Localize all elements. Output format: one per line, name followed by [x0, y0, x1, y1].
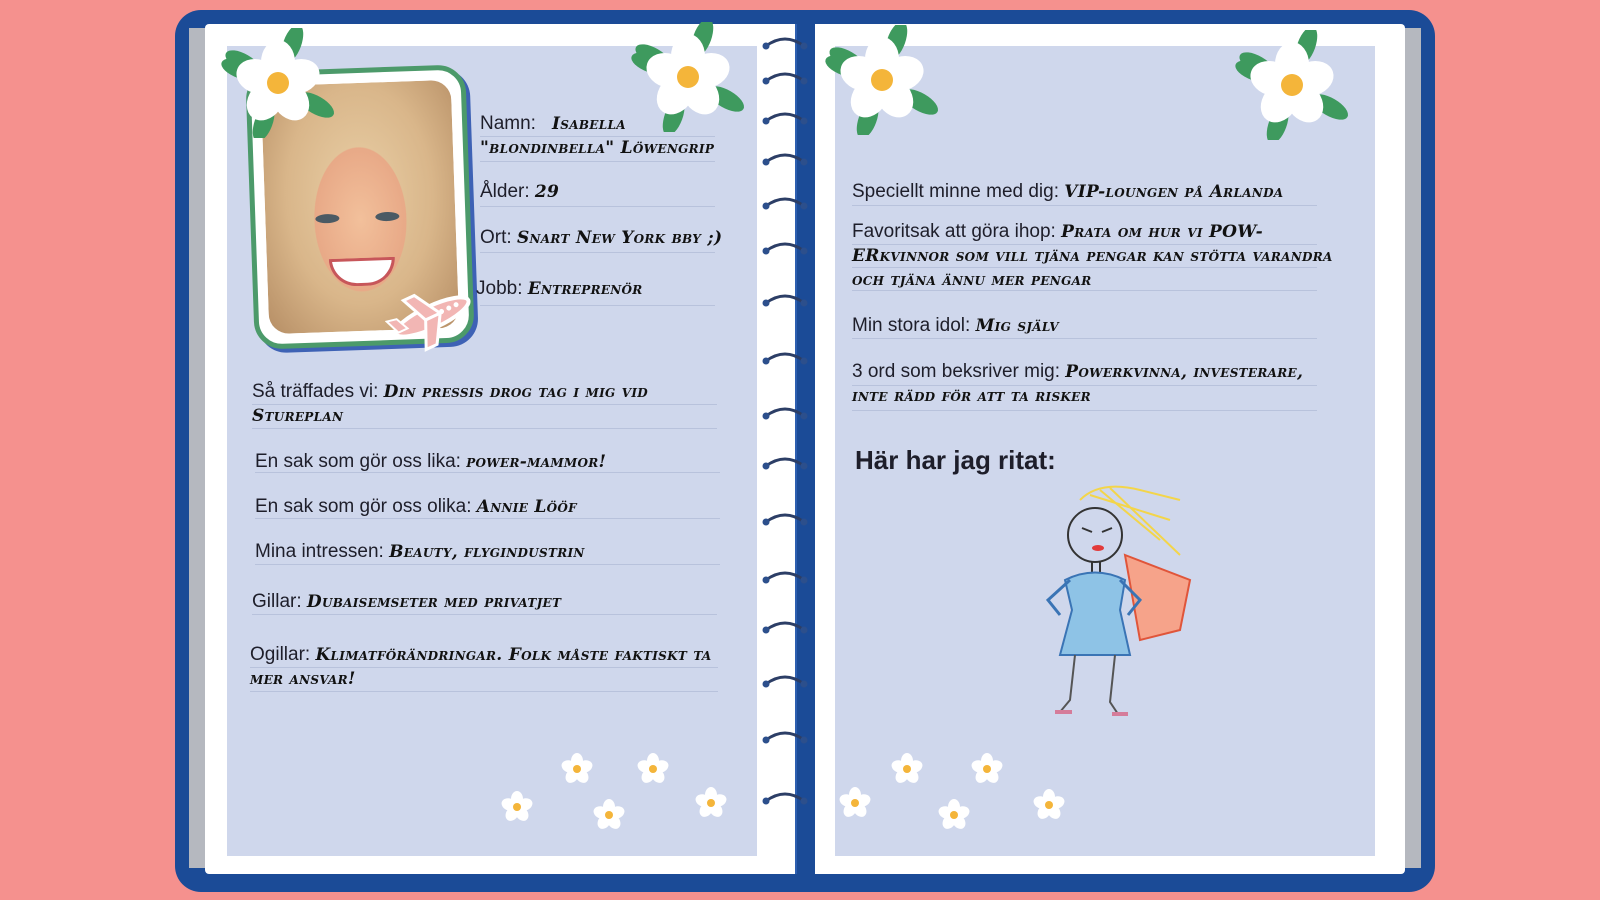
- rule: [852, 338, 1317, 339]
- field-memory-label: Speciellt minne med dig:: [852, 181, 1059, 202]
- field-likes-value: Dubaisemseter med privatjet: [306, 592, 562, 612]
- rule: [852, 205, 1317, 206]
- spiral-ring-icon: [762, 456, 808, 470]
- rule: [255, 518, 720, 519]
- rule: [480, 252, 715, 253]
- field-job-value: Entreprenör: [527, 279, 643, 299]
- spiral-ring-icon: [762, 791, 808, 805]
- spiral-ring-icon: [762, 406, 808, 420]
- flower-icon: [218, 28, 338, 138]
- spiral-ring-icon: [762, 730, 808, 744]
- field-job: [476, 277, 643, 301]
- small-flower-icon: [890, 752, 924, 786]
- small-flower-icon: [592, 798, 626, 832]
- rule: [852, 385, 1317, 386]
- rule: [252, 428, 717, 429]
- rule: [250, 691, 718, 692]
- field-city-label: Ort:: [480, 227, 512, 248]
- small-flower-icon: [970, 752, 1004, 786]
- small-flower-icon: [560, 752, 594, 786]
- field-city: [480, 226, 722, 250]
- field-three-words-label: 3 ord som beksriver mig:: [852, 361, 1061, 382]
- field-three-words: [852, 360, 1322, 408]
- field-alike-label: En sak som gör oss lika:: [255, 451, 461, 472]
- field-dislikes-label: Ogillar:: [250, 644, 311, 665]
- field-different: [255, 495, 577, 519]
- eye-left: [315, 214, 339, 224]
- field-age-value: 29: [534, 182, 560, 202]
- field-how-we-met-value: Din pressis drog tag i mig vid Stureplan: [252, 382, 648, 426]
- field-age: [480, 180, 559, 204]
- field-interests-value: Beauty, flygindustrin: [389, 542, 585, 562]
- field-name-value-text: Isabella "blondinbella" Löwengrip: [480, 114, 715, 158]
- rule: [480, 206, 715, 207]
- rule: [252, 404, 717, 405]
- small-flower-icon: [1032, 788, 1066, 822]
- superhero-drawing: [1030, 480, 1210, 740]
- rule: [255, 472, 720, 473]
- spiral-ring-icon: [762, 512, 808, 526]
- spiral-ring-icon: [762, 351, 808, 365]
- airplane-sticker-icon: [385, 280, 480, 355]
- eye-right: [375, 212, 399, 222]
- field-likes: [252, 590, 561, 614]
- rule: [250, 667, 718, 668]
- field-favorite-value: Prata om hur vi POW-ERkvinnor som vill tjäna pengar kan stötta varandra och tjäna ännu mer pengar: [852, 222, 1333, 290]
- field-memory: [852, 180, 1283, 204]
- field-favorite-label: Favoritsak att göra ihop:: [852, 221, 1056, 242]
- spiral-ring-icon: [762, 111, 808, 125]
- small-flower-icon: [937, 798, 971, 832]
- spiral-ring-icon: [762, 570, 808, 584]
- field-name-label: Namn:: [480, 113, 536, 134]
- field-interests: [255, 540, 585, 564]
- rule: [255, 564, 720, 565]
- field-memory-value: VIP-loungen på Arlanda: [1064, 182, 1284, 202]
- field-interests-label: Mina intressen:: [255, 541, 384, 562]
- rule: [252, 614, 717, 615]
- rule: [852, 267, 1317, 268]
- field-alike-value: power-mammor!: [466, 452, 607, 472]
- field-dislikes-value: Klimatförändringar. Folk måste faktiskt ta mer ansvar!: [250, 645, 712, 689]
- rule: [852, 290, 1317, 291]
- spiral-ring-icon: [762, 196, 808, 210]
- field-city-value: Snart New York bby ;): [516, 228, 723, 248]
- rule: [480, 161, 715, 162]
- spiral-ring-icon: [762, 293, 808, 307]
- field-three-words-value: Powerkvinna, investerare, inte rädd för att ta risker: [852, 362, 1304, 406]
- flower-icon: [1232, 30, 1352, 140]
- flower-icon: [822, 25, 942, 135]
- field-job-label: Jobb:: [476, 278, 523, 299]
- spiral-ring-icon: [762, 674, 808, 688]
- small-flower-icon: [500, 790, 534, 824]
- field-alike: [255, 450, 606, 474]
- field-different-label: En sak som gör oss olika:: [255, 496, 472, 517]
- field-idol-label: Min stora idol:: [852, 315, 971, 336]
- spiral-ring-icon: [762, 71, 808, 85]
- field-idol: [852, 314, 1059, 338]
- small-flower-icon: [636, 752, 670, 786]
- spiral-ring-icon: [762, 620, 808, 634]
- field-age-label: Ålder:: [480, 181, 530, 202]
- rule: [480, 305, 715, 306]
- rule: [852, 244, 1317, 245]
- small-flower-icon: [694, 786, 728, 820]
- small-flower-icon: [838, 786, 872, 820]
- spiral-ring-icon: [762, 152, 808, 166]
- field-favorite: [852, 220, 1342, 292]
- rule: [852, 410, 1317, 411]
- field-idol-value: Mig själv: [975, 316, 1059, 336]
- field-how-we-met-label: Så träffades vi:: [252, 381, 379, 402]
- flower-icon: [628, 22, 748, 132]
- rule: [480, 136, 715, 137]
- drawing-heading: Här har jag ritat:: [855, 445, 1056, 475]
- spiral-ring-icon: [762, 36, 808, 50]
- field-different-value: Annie Lööf: [476, 497, 577, 517]
- spiral-ring-icon: [762, 241, 808, 255]
- field-likes-label: Gillar:: [252, 591, 302, 612]
